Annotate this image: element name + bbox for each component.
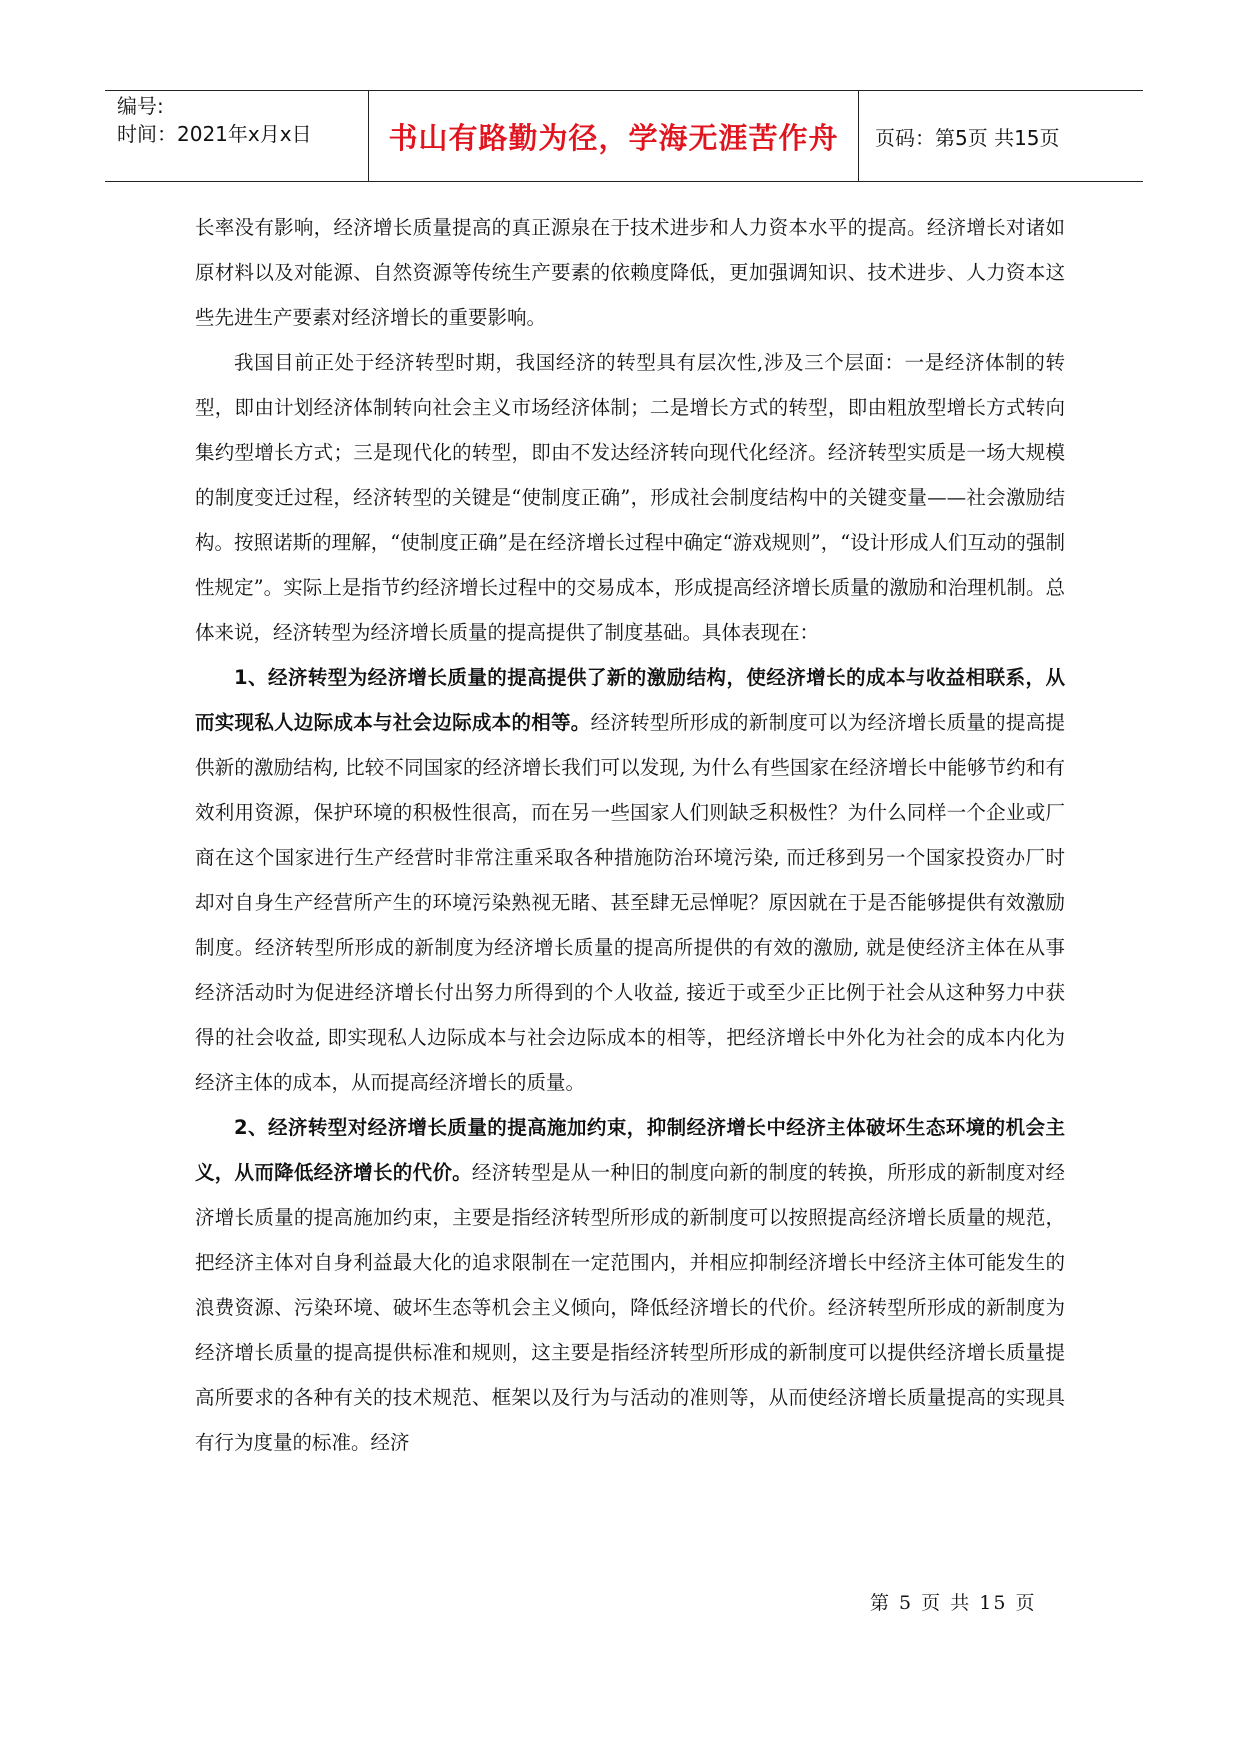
paragraph-4-text: 经济转型是从一种旧的制度向新的制度的转换，所形成的新制度对经济增长质量的提高施加约束，主要是指经济转型所形成的新制度可以按照提高经济增长质量的规范，把经济主体对自身利益最大化的追求限制在一定范围内，并相应抑制经济增长中经济主体可能发生的浪费资源、污染环境、破坏生态等机会主义倾向，降低经济增长的代价。经济转型所形成的新制度为经济增长质量的提高提供标准和规则，这主要是指经济转型所形成的新制度可以提供经济增长质量提高所要求的各种有关的技术规范、框架以及行为与活动的准则等，从而使经济增长质量提高的实现具有行为度量的标准。经济 xyxy=(195,1161,1065,1454)
number-label: 编号: xyxy=(117,94,164,118)
header-page-cell xyxy=(859,91,1143,181)
motto-text: 书山有路勤为径，学海无涯苦作舟 xyxy=(388,120,839,155)
paragraph-3 xyxy=(195,655,1065,1105)
document-body xyxy=(195,205,1065,1465)
page-header xyxy=(105,90,1143,182)
page-info: 页码：第5页 共15页 xyxy=(875,125,1060,150)
header-motto-cell xyxy=(369,91,859,181)
paragraph-3-heading: 1、经济转型为经济增长质量的提高提供了新的激励结构，使经济增长的成本与收益相联系，从而实现私人边际成本与社会边际成本的相等。 xyxy=(195,666,1065,734)
paragraph-2: 我国目前正处于经济转型时期，我国经济的转型具有层次性,涉及三个层面：一是经济体制的转型，即由计划经济体制转向社会主义市场经济体制；二是增长方式的转型，即由粗放型增长方式转向集约型增长方式；三是现代化的转型，即由不发达经济转向现代化经济。经济转型实质是一场大规模的制度变迁过程，经济转型的关键是“使制度正确”，形成社会制度结构中的关键变量——社会激励结构。按照诺斯的理解，“使制度正确”是在经济增长过程中确定“游戏规则”，“设计形成人们互动的强制性规定”。实际上是指节约经济增长过程中的交易成本，形成提高经济增长质量的激励和治理机制。总体来说，经济转型为经济增长质量的提高提供了制度基础。具体表现在： xyxy=(195,351,1065,644)
header-meta-cell xyxy=(105,91,369,181)
page-footer: 第 5 页 共 15 页 xyxy=(870,1592,1037,1614)
paragraph-4-heading: 2、经济转型对经济增长质量的提高施加约束，抑制经济增长中经济主体破坏生态环境的机会主义，从而降低经济增长的代价。 xyxy=(195,1116,1065,1184)
time-label: 时间：2021年x月x日 xyxy=(117,122,312,146)
paragraph-4 xyxy=(195,1105,1065,1465)
paragraph-1: 长率没有影响，经济增长质量提高的真正源泉在于技术进步和人力资本水平的提高。经济增长对诸如原材料以及对能源、自然资源等传统生产要素的依赖度降低，更加强调知识、技术进步、人力资本这些先进生产要素对经济增长的重要影响。 xyxy=(195,216,1065,329)
paragraph-3-text: 经济转型所形成的新制度可以为经济增长质量的提高提供新的激励结构, 比较不同国家的经济增长我们可以发现, 为什么有些国家在经济增长中能够节约和有效利用资源，保护环境的积极性很高，而在另一些国家人们则缺乏积极性？为什么同样一个企业或厂商在这个国家进行生产经营时非常注重采取各种措施防治环境污染, 而迁移到另一个国家投资办厂时却对自身生产经营所产生的环境污染熟视无睹、甚至肆无忌惮呢？原因就在于是否能够提供有效激励制度。经济转型所形成的新制度为经济增长质量的提高所提供的有效的激励, 就是使经济主体在从事经济活动时为促进经济增长付出努力所得到的个人收益, 接近于或至少正比例于社会从这种努力中获得的社会收益, 即实现私人边际成本与社会边际成本的相等，把经济增长中外化为社会的成本内化为经济主体的成本，从而提高经济增长的质量。 xyxy=(195,711,1065,1094)
